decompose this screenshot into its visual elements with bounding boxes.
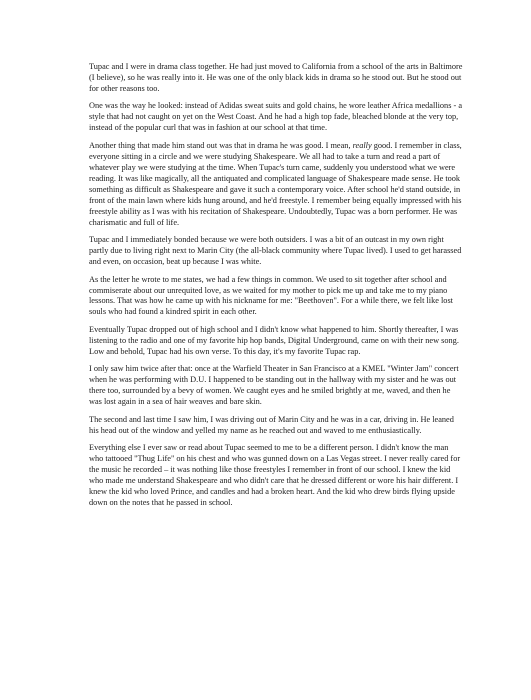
paragraph-shakespeare-emphasis: really (352, 140, 372, 150)
paragraph-appearance: One was the way he looked: instead of Adidas sweat suits and gold chains, he wore leather Africa medallions - a style that had not caught on yet on the West Coast. And he had a high top fade, bleached blonde at the very top, instead of the popular curl that was in fashion at our school at that time. (89, 101, 463, 133)
paragraph-shakespeare-text-before: Another thing that made him stand out was that in drama he was good. I mean, (89, 140, 353, 150)
paragraph-closing: Everything else I ever saw or read about Tupac seemed to me to be a different person. I didn't know the man who tattooed "Thug Life" on his chest and who was gunned down on a Las Vegas street. I never really cared for the music he recorded – it was nothing like those freestyles I remember in front of our school. I knew the kid who made me understand Shakespeare and who didn't care that he dressed different or wore his hair different. I knew the kid who loved Prince, and candles and had a broken heart. And the kid who drew birds flying upside down on the notes that he passed in school. (89, 443, 461, 508)
paragraph-last-time: The second and last time I saw him, I was driving out of Marin City and he was in a car, driving in. He leaned his head out of the window and yelled my name as he reached out and waved to me enthusiastically. (89, 414, 454, 435)
paragraph-outsiders: Tupac and I immediately bonded because we were both outsiders. I was a bit of an outcast in my own right partly due to living right next to Marin City (the all-black community where Tupac lived). I used to get harassed and even, on occasion, beat up because I was white. (89, 235, 462, 267)
paragraph-digital-underground: Eventually Tupac dropped out of high school and I didn't know what happened to him. Shortly thereafter, I was listening to the radio and one of my favorite hip hop bands, Digital Underground, came on with their new song. Low and behold, Tupac had his own verse. To this day, it's my favorite Tupac rap. (89, 324, 459, 356)
paragraph-letter-nickname: As the letter he wrote to me states, we had a few things in common. We used to sit together after school and commiserate about our unrequited love, as we waited for my mother to pick me up and take me to my piano lessons. That was how he came up with his nickname for me: "Beethoven". For a while there, we felt like lost souls who had found a kindred spirit in each other. (89, 274, 453, 317)
paragraph-drama-class: Tupac and I were in drama class together. He had just moved to California from a school of the arts in Baltimore (I believe), so he was really into it. He was one of the only black kids in drama so he stood out. But he stood out for other reasons too. (89, 62, 463, 93)
paragraph-shakespeare (89, 141, 464, 229)
paragraph-warfield-theater: I only saw him twice after that: once at the Warfield Theater in San Francisco at a KMEL "Winter Jam" concert when he was performing with D.U. I happened to be standing out in the hallway with my sister and he was out there too, surrounded by a bevy of women. We caught eyes and he smiled brightly at me, waved, and then he was lost again in a sea of hair weaves and bare skin. (89, 364, 459, 407)
paragraph-shakespeare-text-after: good. I remember in class, everyone sitting in a circle and we were studying Shakespeare. We all had to take a turn and read a part of whatever play we were studying at the time. When Tupac's turn came, suddenly you understood what we were reading. It was like magically, all the antiquated and complicated language of Shakespeare made sense. He took something as difficult as Shakespeare and gave it such a contemporary voice. After school he'd stand outside, in front of the main lawn where kids hung around, and he'd freestyle. I remember being equally impressed with his freestyle ability as I was with his recitation of Shakespeare. Undoubtedly, Tupac was a born performer. He was charismatic and full of life. (89, 140, 462, 227)
letter-body (89, 62, 464, 516)
